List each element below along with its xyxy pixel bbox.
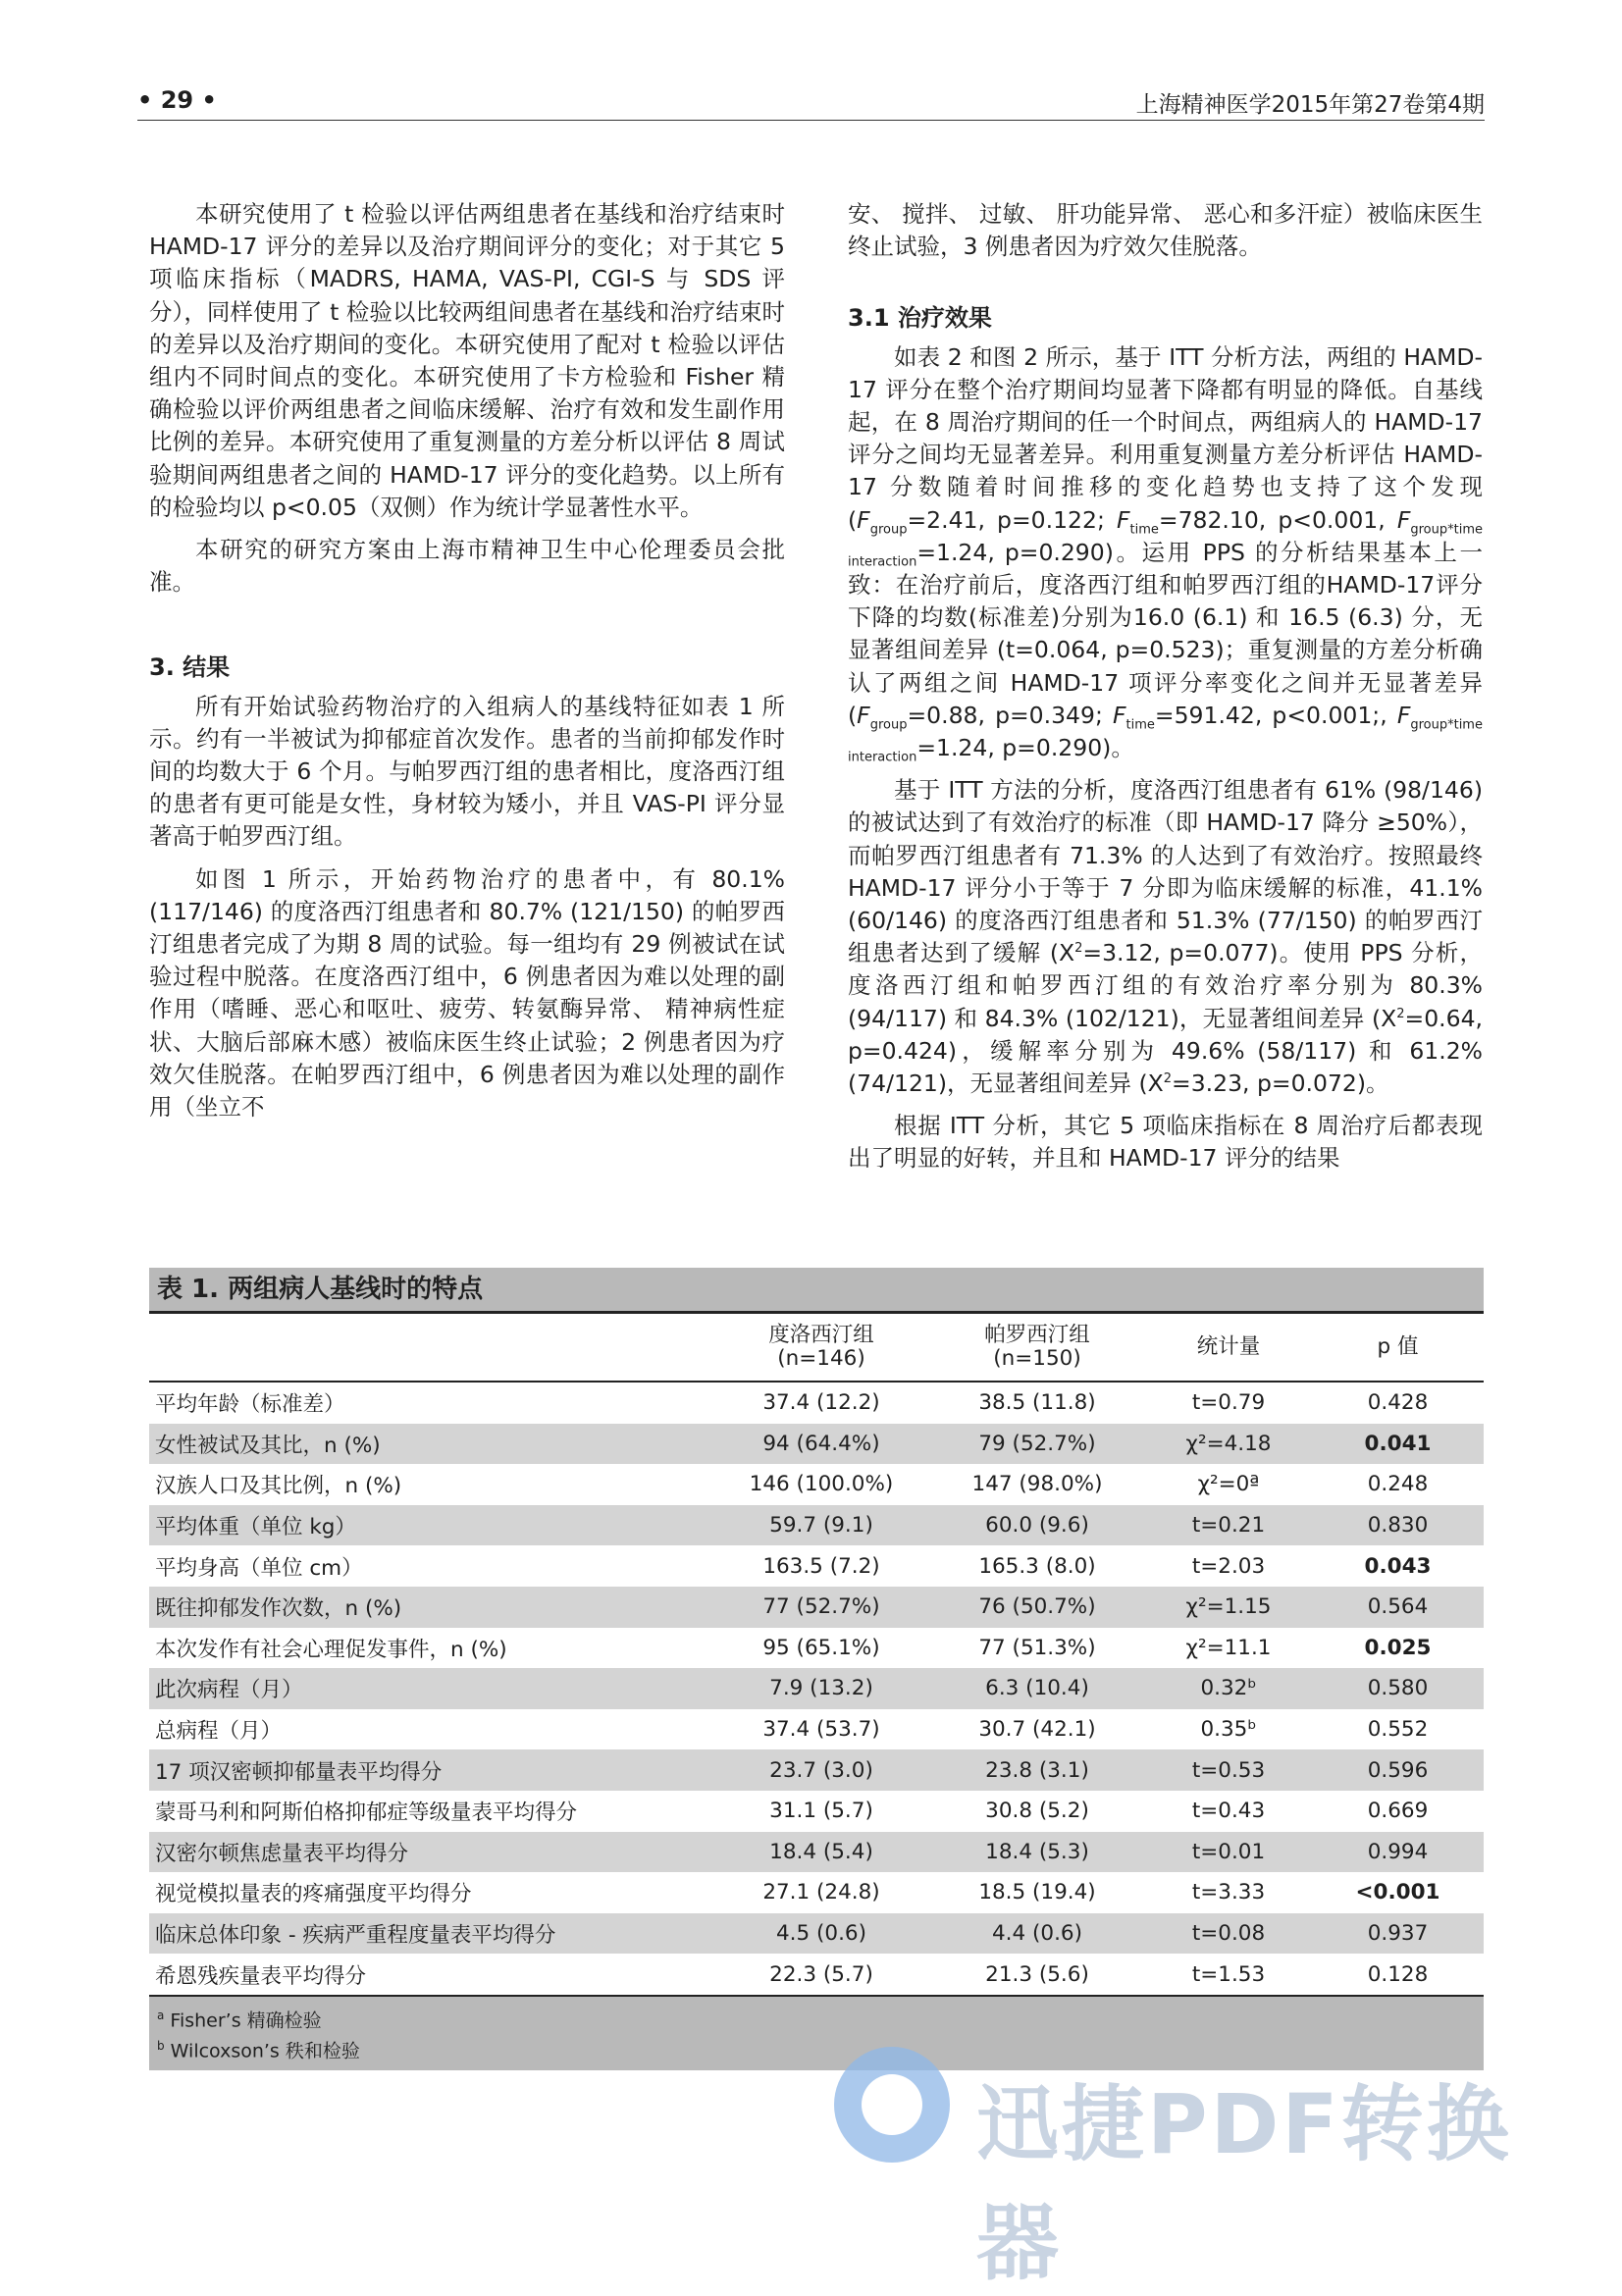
- cell-duloxetine: 31.1 (5.7): [769, 1799, 873, 1824]
- row-label: 本次发作有社会心理促发事件，n (%): [155, 1637, 507, 1662]
- cell-p-value: 0.041: [1312, 1424, 1484, 1465]
- cell-paroxetine: 30.8 (5.2): [985, 1799, 1089, 1824]
- section-title-results: 3. 结果: [149, 653, 231, 682]
- cell-p-value: 0.994: [1312, 1832, 1484, 1873]
- cell-p-value: 0.025: [1364, 1635, 1432, 1660]
- cell-duloxetine: 59.7 (9.1): [713, 1505, 929, 1546]
- row-label: 平均体重（单位 kg）: [149, 1505, 713, 1546]
- row-label: 既往抑郁发作次数，n (%): [149, 1587, 713, 1628]
- cell-duloxetine: 77 (52.7%): [713, 1587, 929, 1628]
- cell-paroxetine: 18.5 (19.4): [978, 1880, 1096, 1905]
- section-title-efficacy: 3.1 治疗效果: [848, 304, 992, 333]
- table-header-row: [149, 1314, 1484, 1382]
- footnote-b: $^b$ Wilcoxson’s 秩和检验: [157, 2039, 360, 2062]
- left-column: [149, 198, 785, 1133]
- table-row: [149, 1628, 1484, 1669]
- results-paragraph-continued: 安、 搅拌、 过敏、 肝功能异常、 恶心和多汗症）被临床医生终止试验，3 例患者因为疗效欠佳脱落。: [848, 200, 1483, 261]
- cell-paroxetine: 165.3 (8.0): [978, 1553, 1096, 1579]
- table-row: [149, 1913, 1484, 1955]
- cell-duloxetine: 37.4 (12.2): [762, 1390, 880, 1416]
- table-row: [149, 1505, 1484, 1546]
- cell-duloxetine: 4.5 (0.6): [713, 1913, 929, 1955]
- cell-paroxetine: 77 (51.3%): [978, 1635, 1096, 1660]
- cell-duloxetine: 163.5 (7.2): [762, 1553, 880, 1579]
- cell-statistic: t=0.21: [1145, 1505, 1312, 1546]
- cell-paroxetine: 79 (52.7%): [929, 1424, 1145, 1465]
- row-label: 平均身高（单位 cm）: [155, 1555, 363, 1581]
- cell-paroxetine: 38.5 (11.8): [978, 1390, 1096, 1416]
- row-label: 希恩残疾量表平均得分: [155, 1963, 367, 1989]
- table-row: [149, 1545, 1484, 1587]
- header-statistic: 统计量: [1145, 1314, 1312, 1382]
- efficacy-paragraph-3: 根据 ITT 分析，其它 5 项临床指标在 8 周治疗后都表现出了明显的好转，并且和 HAMD-17 评分的结果: [848, 1112, 1483, 1173]
- cell-duloxetine: 27.1 (24.8): [762, 1880, 880, 1905]
- row-label: 临床总体印象 - 疾病严重程度量表平均得分: [149, 1913, 713, 1955]
- journal-name: 上海精神医学2015年第27卷第4期: [1135, 92, 1485, 118]
- cell-p-value: 0.248: [1367, 1472, 1429, 1497]
- cell-duloxetine: 22.3 (5.7): [769, 1961, 873, 1987]
- cell-p-value: 0.428: [1367, 1390, 1429, 1416]
- cell-statistic: 0.35ᵇ: [1200, 1717, 1257, 1743]
- efficacy-paragraph-2: 基于 ITT 方法的分析，度洛西汀组患者有 61% (98/146) 的被试达到了有效治疗的标准（即 HAMD-17 降分 ≥50%），而帕罗西汀组患者有 71.3% 的人达到了有效治疗。按照最终 HAMD-17 评分小于等于 7 分即为临床缓解的标准，41.1% (60/146) 的度洛西汀组患者和 51.3% (77/150) 的帕罗西汀组患者达到了缓解 ($X^2=3.12$, p=0.077)。使用 PPS 分析，度洛西汀组和帕罗西汀组的有效治疗率分别为 80.3% (94/117) 和 84.3% (102/121)，无显著组间差异 ($X^2=0.64$, p=0.424)，缓解率分别为 49.6% (58/117) 和 61.2% (74/121)，无显著组间差异 ($X^2=3.23$, p=0.072)。: [848, 776, 1483, 1098]
- table-row: [149, 1832, 1484, 1873]
- header-rule: [137, 120, 1485, 121]
- header-paroxetine: 帕罗西汀组 (n=150): [929, 1314, 1145, 1382]
- cell-paroxetine: 60.0 (9.6): [929, 1505, 1145, 1546]
- header-p-value: p 值: [1312, 1314, 1484, 1382]
- cell-paroxetine: 23.8 (3.1): [929, 1749, 1145, 1791]
- results-paragraph-1: 所有开始试验药物治疗的入组病人的基线特征如表 1 所示。约有一半被试为抑郁症首次发作。患者的当前抑郁发作时间的均数大于 6 个月。与帕罗西汀组的患者相比，度洛西汀组的患者有更可能是女性，身材较为矮小，并且 VAS-PI 评分显著高于帕罗西汀组。: [149, 692, 785, 851]
- cell-paroxetine: 6.3 (10.4): [929, 1668, 1145, 1709]
- cell-p-value: 0.937: [1312, 1913, 1484, 1955]
- cell-paroxetine: 21.3 (5.6): [985, 1961, 1089, 1987]
- results-paragraph-2: 如图 1 所示，开始药物治疗的患者中，有 80.1% (117/146) 的度洛西汀组患者和 80.7% (121/150) 的帕罗西汀组患者完成了为期 8 周的试验。每一组均有 29 例被试在试验过程中脱落。在度洛西汀组中，6 例患者因为难以处理的副作用（嗜睡、恶心和呕吐、疲劳、转氨酶异常、 精神病性症状、大脑后部麻木感）被临床医生终止试验；2 例患者因为疗效欠佳脱落。在帕罗西汀组中，6 例患者因为难以处理的副作用（坐立不: [149, 864, 785, 1122]
- watermark: [834, 2041, 1580, 2291]
- cell-statistic: χ²=11.1: [1185, 1635, 1272, 1660]
- cell-paroxetine: 18.4 (5.3): [929, 1832, 1145, 1873]
- cell-statistic: t=1.53: [1191, 1961, 1266, 1987]
- cell-statistic: χ²=4.18: [1145, 1424, 1312, 1465]
- cell-statistic: t=0.08: [1145, 1913, 1312, 1955]
- table-row: [149, 1954, 1484, 1995]
- table-row: [149, 1749, 1484, 1791]
- efficacy-paragraph-1: 如表 2 和图 2 所示，基于 ITT 分析方法，两组的 HAMD-17 评分在整个治疗期间均显著下降都有明显的降低。自基线起，在 8 周治疗期间的任一个时间点，两组病人的 HAMD-17 评分之间均无显著差异。利用重复测量方差分析评估 HAMD-17 分数随着时间推移的变化趋势也支持了这个发现 ($F_{group}=2.41$, p=0.122; $F_{time}=782.10$, p<0.001, $F_{group*time interaction}=1.24$, p=0.290)。运用 PPS 的分析结果基本上一致：在治疗前后，度洛西汀组和帕罗西汀组的HAMD-17评分下降的均数(标准差)分别为16.0 (6.1) 和 16.5 (6.3) 分，无显著组间差异 (t=0.064, p=0.523)；重复测量的方差分析确认了两组之间 HAMD-17 项评分率变化之间并无显著差异 ($F_{group}=0.88$, p=0.349; $F_{time}=591.42$, p<0.001;, $F_{group*time interaction}=1.24$, p=0.290)。: [848, 342, 1483, 765]
- cell-statistic: t=2.03: [1191, 1553, 1266, 1579]
- cell-p-value: <0.001: [1355, 1880, 1440, 1905]
- data-table: [149, 1314, 1484, 1995]
- row-label: 平均年龄（标准差）: [155, 1392, 345, 1418]
- table-row: [149, 1709, 1484, 1750]
- right-column: [848, 198, 1483, 1185]
- row-label: 视觉模拟量表的疼痛强度平均得分: [155, 1882, 472, 1907]
- table-row: [149, 1587, 1484, 1628]
- cell-paroxetine: 4.4 (0.6): [929, 1913, 1145, 1955]
- table-row: [149, 1382, 1484, 1424]
- cell-p-value: 0.596: [1312, 1749, 1484, 1791]
- cell-paroxetine: 30.7 (42.1): [978, 1717, 1096, 1743]
- table-row: [149, 1424, 1484, 1465]
- cell-statistic: χ²=1.15: [1145, 1587, 1312, 1628]
- row-label: 汉族人口及其比例，n (%): [155, 1474, 402, 1499]
- cell-p-value: 0.580: [1312, 1668, 1484, 1709]
- cell-duloxetine: 18.4 (5.4): [713, 1832, 929, 1873]
- ethics-paragraph: 本研究的研究方案由上海市精神卫生中心伦理委员会批准。: [149, 536, 785, 597]
- row-label: 总病程（月）: [155, 1719, 283, 1745]
- cell-duloxetine: 146 (100.0%): [749, 1472, 894, 1497]
- table-row: [149, 1668, 1484, 1709]
- baseline-table: [149, 1268, 1484, 2070]
- cell-paroxetine: 147 (98.0%): [971, 1472, 1103, 1497]
- cell-statistic: t=3.33: [1191, 1880, 1266, 1905]
- methods-paragraph: 本研究使用了 t 检验以评估两组患者在基线和治疗结束时 HAMD-17 评分的差异以及治疗期间评分的变化；对于其它 5 项临床指标（MADRS, HAMA, VAS-PI, CGI-S 与 SDS 评分），同样使用了 t 检验以比较两组间患者在基线和治疗结束时的差异以及治疗期间的变化。本研究使用了配对 t 检验以评估组内不同时间点的变化。本研究使用了卡方检验和 Fisher 精确检验以评价两组患者之间临床缓解、治疗有效和发生副作用比例的差异。本研究使用了重复测量的方差分析以评估 8 周试验期间两组患者之间的 HAMD-17 评分的变化趋势。以上所有的检验均以 p<0.05（双侧）作为统计学显著性水平。: [149, 200, 785, 521]
- cell-p-value: 0.128: [1367, 1961, 1429, 1987]
- row-label: 此次病程（月）: [149, 1668, 713, 1709]
- cell-duloxetine: 37.4 (53.7): [762, 1717, 880, 1743]
- cell-p-value: 0.669: [1367, 1799, 1429, 1824]
- cell-p-value: 0.830: [1312, 1505, 1484, 1546]
- table-title: 表 1. 两组病人基线时的特点: [149, 1268, 1484, 1314]
- row-label: 蒙哥马利和阿斯伯格抑郁症等级量表平均得分: [155, 1800, 578, 1826]
- table-row: [149, 1872, 1484, 1913]
- header-label: [149, 1314, 713, 1382]
- row-label: 汉密尔顿焦虑量表平均得分: [149, 1832, 713, 1873]
- table-row: [149, 1464, 1484, 1505]
- cell-statistic: t=0.01: [1145, 1832, 1312, 1873]
- header-duloxetine: 度洛西汀组 (n=146): [713, 1314, 929, 1382]
- cell-statistic: χ²=0ª: [1197, 1472, 1260, 1497]
- table-row: [149, 1791, 1484, 1832]
- cell-paroxetine: 76 (50.7%): [929, 1587, 1145, 1628]
- cell-p-value: 0.552: [1367, 1717, 1429, 1743]
- cell-p-value: 0.043: [1364, 1553, 1432, 1579]
- cell-p-value: 0.564: [1312, 1587, 1484, 1628]
- cell-statistic: t=0.53: [1145, 1749, 1312, 1791]
- cell-statistic: t=0.43: [1191, 1799, 1266, 1824]
- cell-duloxetine: 94 (64.4%): [713, 1424, 929, 1465]
- cell-duloxetine: 7.9 (13.2): [713, 1668, 929, 1709]
- cell-statistic: 0.32ᵇ: [1145, 1668, 1312, 1709]
- cell-duloxetine: 23.7 (3.0): [713, 1749, 929, 1791]
- row-label: 女性被试及其比，n (%): [149, 1424, 713, 1465]
- page-number: • 29 •: [137, 86, 217, 114]
- footnote-a: $^a$ Fisher’s 精确检验: [157, 2008, 322, 2032]
- app-logo-icon: [834, 2047, 950, 2163]
- watermark-text: 迅捷PDF转换器: [976, 2076, 1512, 2291]
- row-label: 17 项汉密顿抑郁量表平均得分: [149, 1749, 713, 1791]
- cell-duloxetine: 95 (65.1%): [762, 1635, 880, 1660]
- cell-statistic: t=0.79: [1191, 1390, 1266, 1416]
